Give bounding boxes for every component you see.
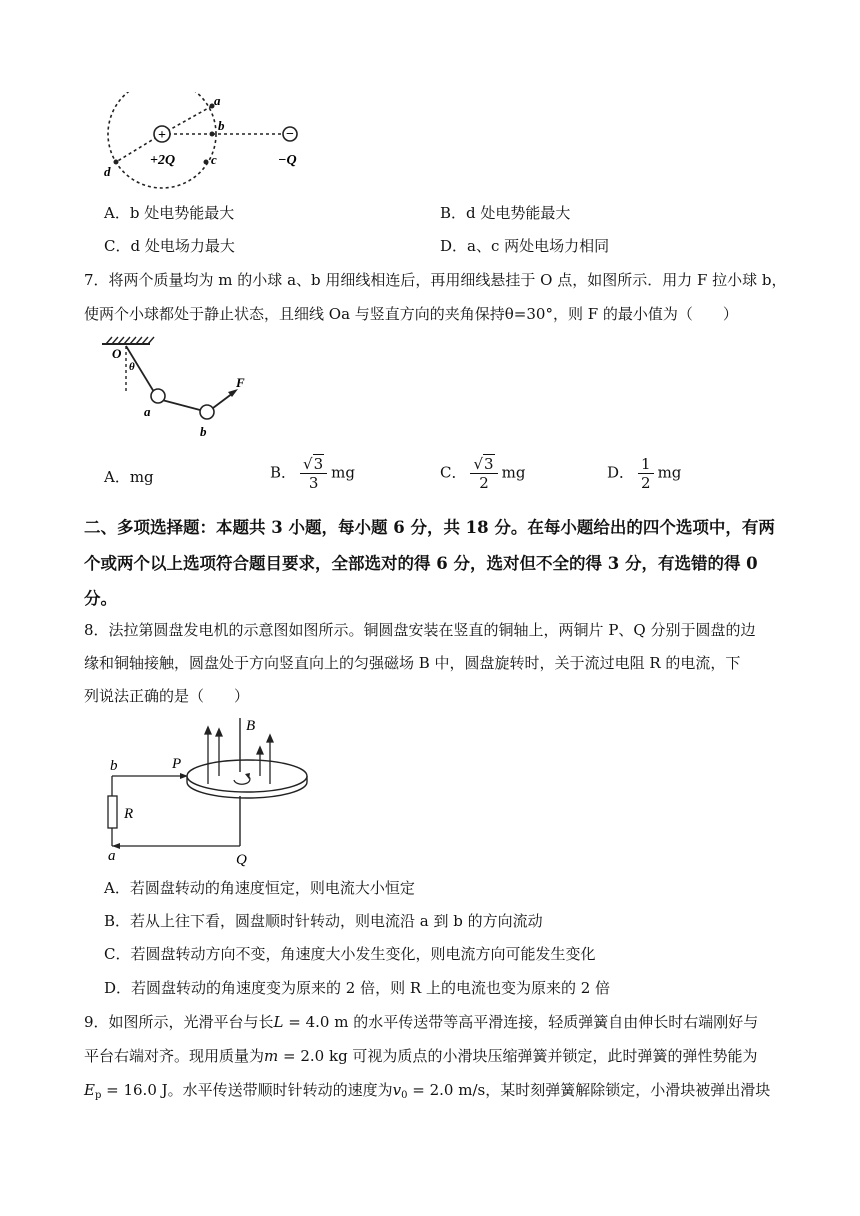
label-minus-charge: −Q [278,153,297,168]
q7-option-d: D． $\frac{1}{2}$ mg [607,455,682,492]
svg-text:O: O [112,346,122,361]
q7-option-a: A．mg [104,468,154,486]
pendulum-diagram [98,334,268,444]
q7-option-c: C． $\frac{√3}{2}$ mg [440,455,526,492]
q7-stem-line1: 7．将两个质量均为 m 的小球 a、b 用细线相连后，再用细线悬挂于 O 点，如图所示．用力 F 拉小球 b， [84,271,787,289]
label-plus-charge: +2Q [150,153,176,168]
q8-option-d: D．若圆盘转动的角速度变为原来的 2 倍，则 R 上的电流也变为原来的 2 倍 [104,979,611,997]
svg-text:Q: Q [236,852,247,868]
resistor [108,796,117,828]
label-d: d [104,164,111,179]
svg-text:b: b [110,758,118,774]
q6-option-c: C．d 处电场力最大 [104,237,235,255]
q8-stem-line3: 列说法正确的是（ ） [84,687,250,705]
label-b: b [218,118,225,133]
label-c: c [211,152,217,167]
svg-text:F: F [236,375,245,390]
svg-text:R: R [124,806,134,822]
section2-line2: 个或两个以上选项符合题目要求，全部选对的得 6 分，选对但不全的得 3 分，有选错的得 0 [84,554,758,573]
q9-stem-line1: 9．如图所示，光滑平台与长L = 4.0 m 的水平传送带等高平滑连接，轻质弹簧自由伸长时右端刚好与 [84,1013,759,1031]
q7-stem-line2: 使两个小球都处于静止状态，且细线 Oa 与竖直方向的夹角保持θ=30°，则 F 的最小值为（ ） [84,305,738,323]
q8-option-a: A．若圆盘转动的角速度恒定，则电流大小恒定 [104,879,415,897]
ball-b [200,405,214,419]
q9-stem-line2: 平台右端对齐。现用质量为m = 2.0 kg 可视为质点的小滑块压缩弹簧并锁定，此时弹簧的弹性势能为 [84,1047,758,1065]
q9-stem-line3: $E_p = 16.0$ J。水平传送带顺时针转动的速度为$v_0 = 2.0$ m/s，某时刻弹簧解除锁定，小滑块被弹出滑块 [84,1081,771,1101]
svg-text:θ: θ [129,361,135,373]
section2-line3: 分。 [84,589,117,608]
svg-text:B: B [246,718,256,734]
q6-option-d: D．a、c 两处电场力相同 [440,237,610,255]
q6-option-b: B．d 处电势能最大 [440,204,571,222]
force-f-arrow [213,393,233,408]
svg-text:b: b [200,424,207,439]
q8-stem-line2: 缘和铜轴接触，圆盘处于方向竖直向上的匀强磁场 B 中，圆盘旋转时，关于流过电阻 R 的电流，下 [84,654,741,672]
q8-stem-line1: 8．法拉第圆盘发电机的示意图如图所示。铜圆盘安装在竖直的铜轴上，两铜片 P、Q 分别于圆盘的边 [84,621,756,639]
q8-option-c: C．若圆盘转动方向不变，角速度大小发生变化，则电流方向可能发生变化 [104,945,596,963]
q7-option-b: B． $\frac{√3}{3}$ mg [270,455,355,492]
section2-line1: 二、多项选择题：本题共 3 小题，每小题 6 分，共 18 分。在每小题给出的四个选项中，有两 [84,518,775,537]
svg-text:a: a [108,848,116,864]
svg-text:−: − [286,127,294,142]
charge-diagram [100,92,320,192]
label-a: a [214,93,221,108]
string-ab [162,400,200,410]
svg-text:a: a [144,404,151,419]
ball-a [151,389,165,403]
faraday-disk-diagram [100,712,320,872]
svg-text:+: + [158,128,166,143]
q6-option-a: A．b 处电势能最大 [104,204,235,222]
q8-option-b: B．若从上往下看，圆盘顺时针转动，则电流沿 a 到 b 的方向流动 [104,912,543,930]
svg-text:P: P [172,756,182,772]
